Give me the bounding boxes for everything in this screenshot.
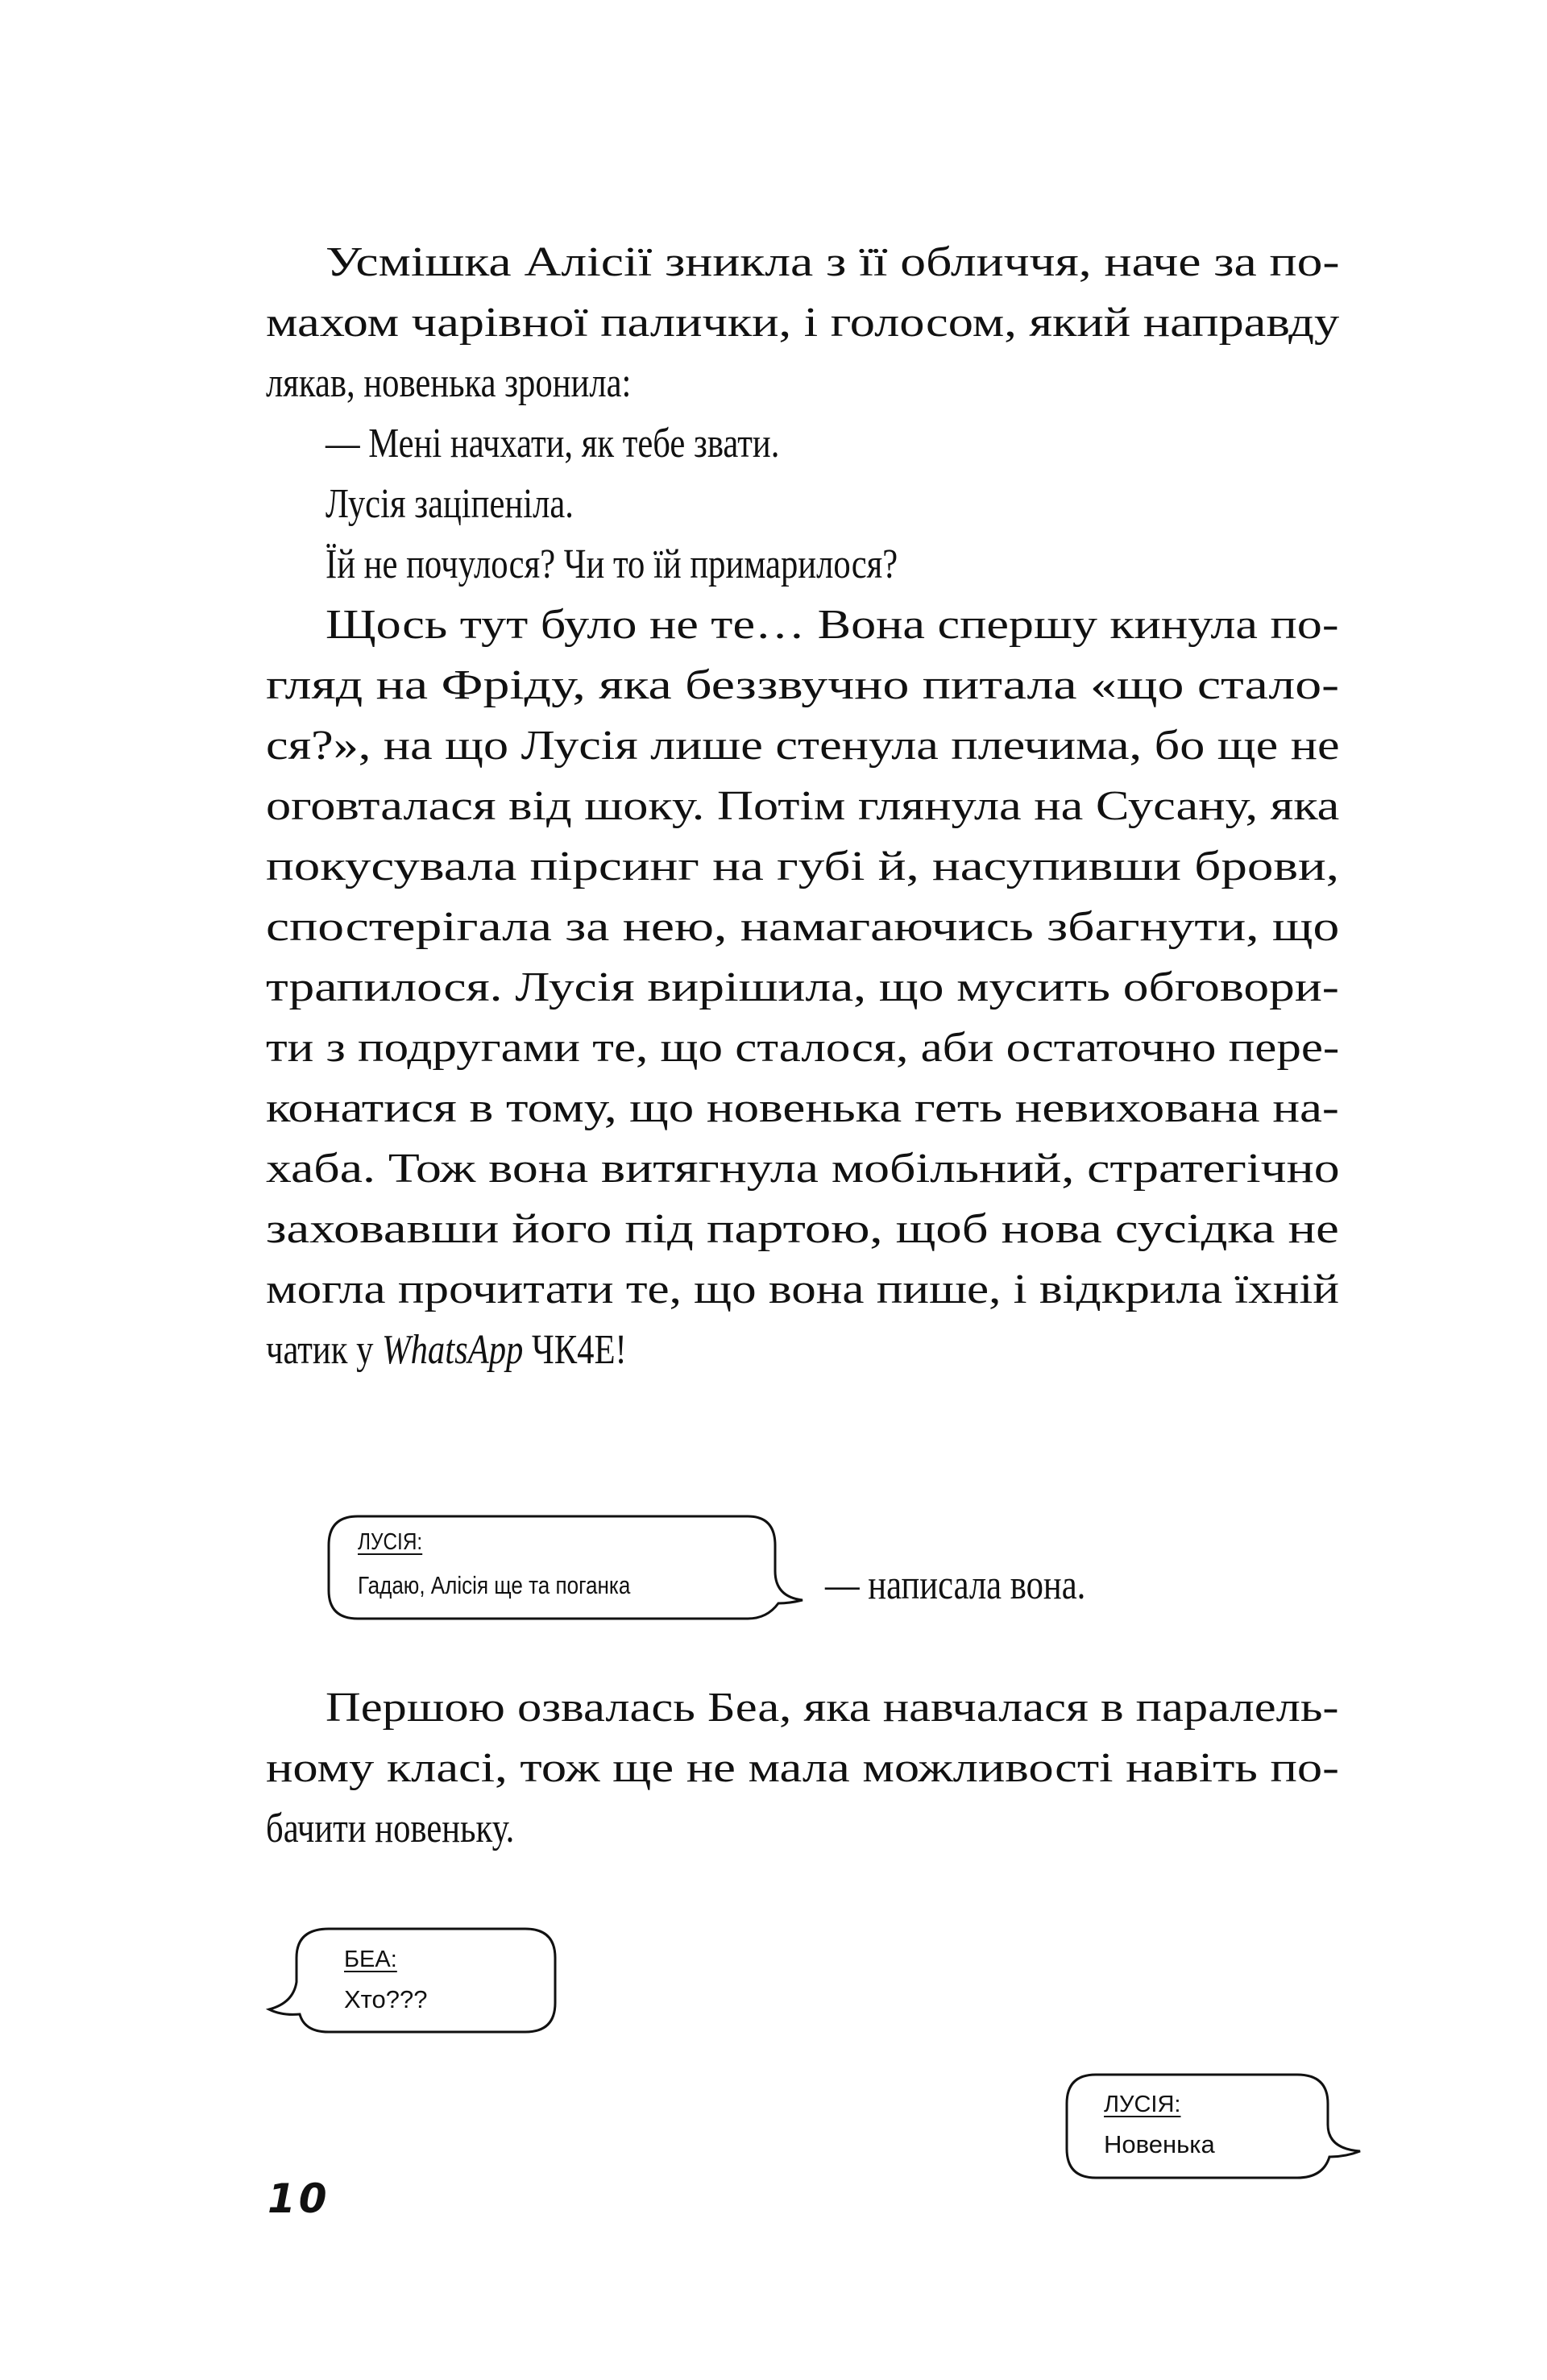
text-line: конатися в тому, що новенька геть невихована на-	[266, 1085, 1339, 1131]
text-line: хаба. Тож вона витягнула мобільний, стратегічно	[266, 1146, 1340, 1192]
text-line: Щось тут було не те… Вона спершу кинула по-	[326, 602, 1339, 648]
text-line: бачити новеньку.	[266, 1806, 515, 1851]
text-line: чатик у WhatsApp ЧК4Е!	[266, 1327, 627, 1373]
text-line: ся?», на що Лусія лише стенула плечима, бо ще не	[266, 723, 1340, 769]
text-line: покусувала пірсинг на губі й, насупивши брови,	[266, 844, 1340, 889]
speech-bubble-outline	[266, 1926, 560, 2035]
text-line: махом чарівної палички, і голосом, який направду	[266, 300, 1340, 346]
chat-sender: ЛУСІЯ:	[358, 1529, 423, 1555]
chat-sender: БЕА:	[344, 1947, 397, 1972]
text-line: ти з подругами те, що сталося, аби остаточно пере-	[266, 1025, 1340, 1071]
chat-sender: ЛУСІЯ:	[1104, 2092, 1181, 2117]
text-line: — Мені начхати, як тебе звати.	[326, 421, 780, 466]
text-line: Лусія заціпеніла.	[326, 481, 574, 527]
narration-after-bubble: — написала вона.	[825, 1562, 1086, 1608]
text-line: гляд на Фріду, яка беззвучно питала «що стало-	[266, 662, 1339, 708]
text-line: Першою озвалась Беа, яка навчалася в паралель-	[326, 1685, 1339, 1731]
text-line: заховавши його під партою, щоб нова сусідка не	[266, 1206, 1339, 1252]
app-name: WhatsApp	[382, 1327, 524, 1373]
text-line: трапилося. Лусія вирішила, що мусить обговори-	[266, 964, 1339, 1010]
text-line: оговталася від шоку. Потім глянула на Сусану, яка	[266, 783, 1340, 829]
text-line: могла прочитати те, що вона пише, і відкрила їхній	[266, 1267, 1340, 1312]
chat-message: Новенька	[1104, 2130, 1215, 2158]
page-number: 10	[268, 2175, 330, 2222]
chat-message: Хто???	[344, 1985, 428, 2013]
text-line: ному класі, тож ще не мала можливості навіть по-	[266, 1745, 1339, 1791]
text-line: лякав, новенька зронила:	[266, 360, 632, 406]
text-line: спостерігала за нею, намагаючись збагнути, що	[266, 904, 1340, 950]
speech-bubble-outline	[1064, 2071, 1363, 2181]
chat-message: Гадаю, Алісія ще та поганка	[358, 1571, 631, 1599]
text-line: Усмішка Алісії зникла з її обличчя, наче за по-	[326, 239, 1340, 285]
text-line: Їй не почулося? Чи то їй примарилося?	[326, 541, 898, 587]
